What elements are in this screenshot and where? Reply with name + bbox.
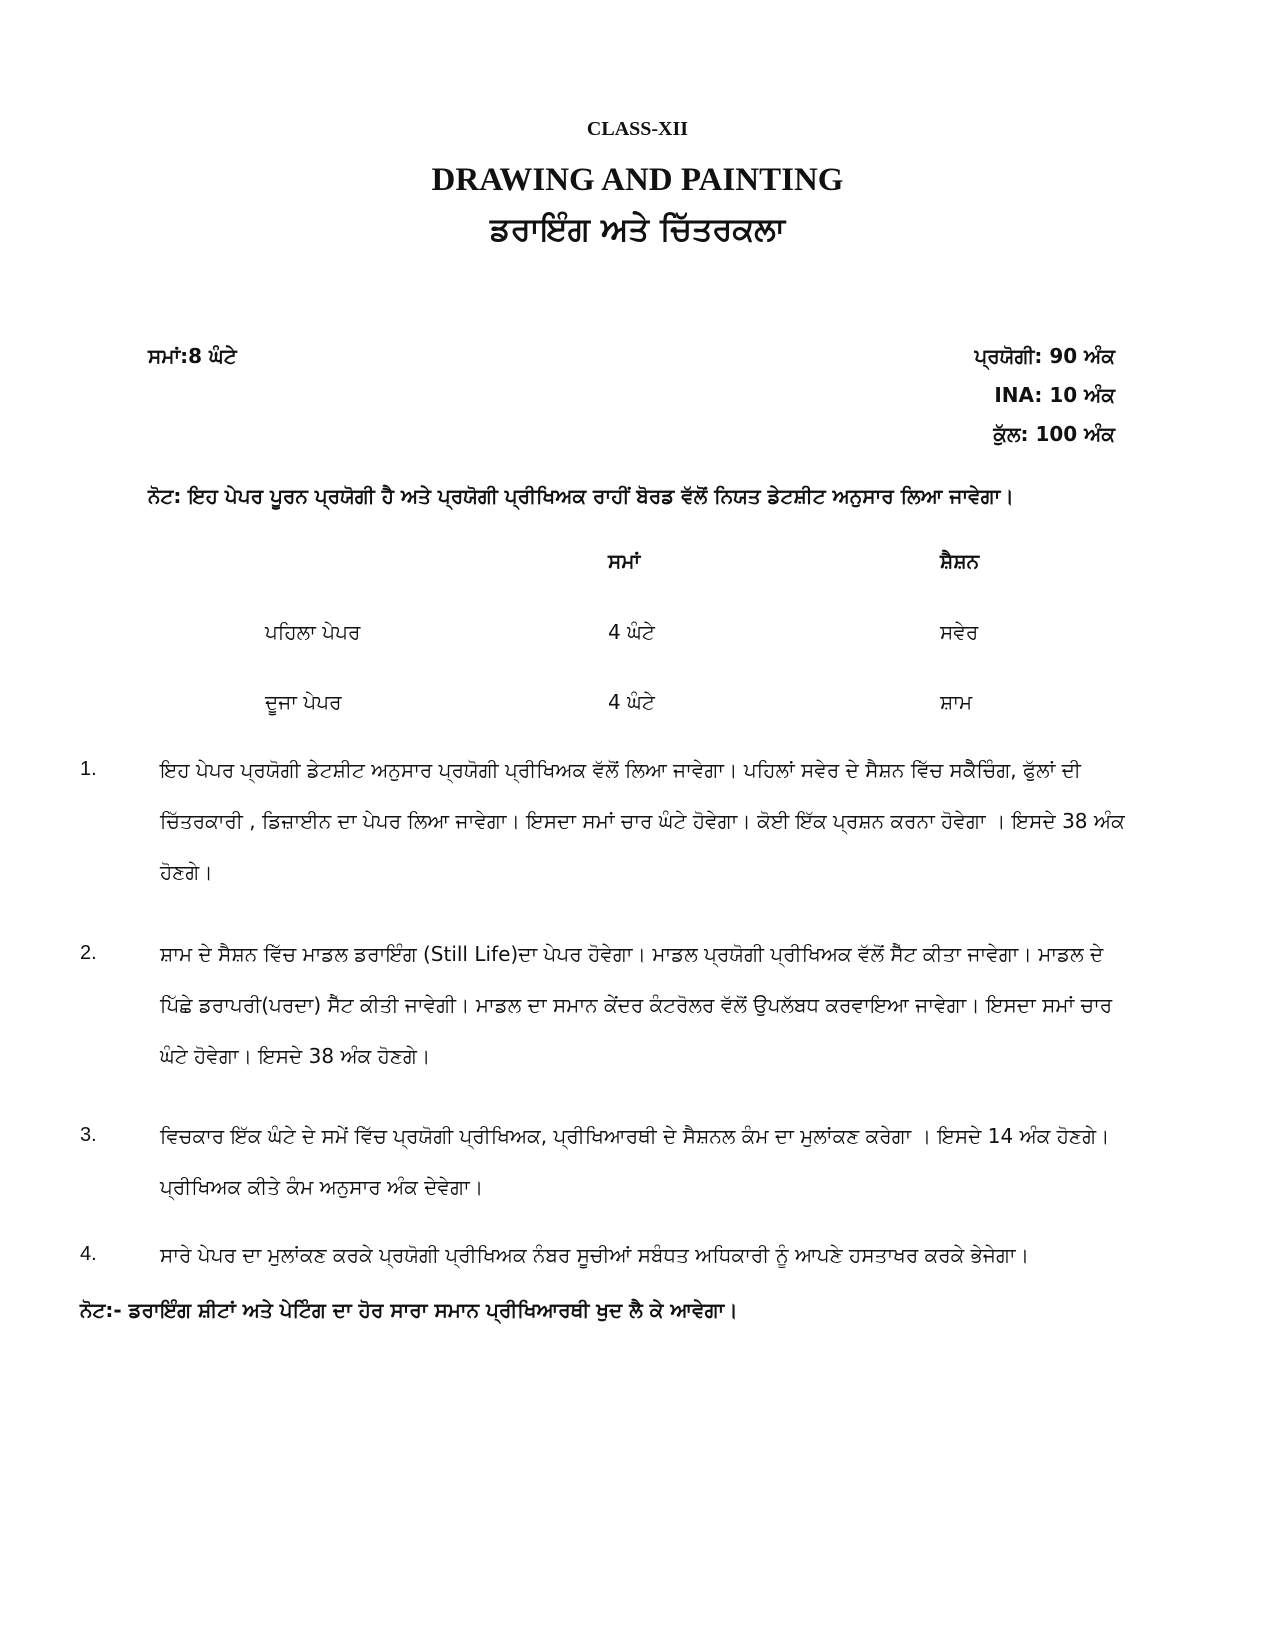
title-punjabi: ਡਰਾਇੰਗ ਅਤੇ ਚਿੱਤਰਕਲਾ [490,210,785,248]
point-number: 1. [80,758,97,780]
class-label: CLASS-XII [586,118,689,140]
point-text: ਵਿਚਕਾਰ ਇੱਕ ਘੰਟੇ ਦੇ ਸਮੇਂ ਵਿੱਚ ਪ੍ਰਯੋਗੀ ਪ੍ਰੀਖਿਅਕ, ਪ੍ਰੀਖਿਆਰਥੀ ਦੇ ਸੈਸ਼ਨਲ ਕੰਮ ਦਾ ਮੁਲਾਂਕਣ ਕਰੇਗਾ । ਇਸਦੇ 14 ਅੰਕ ਹੋਣਗੇ। ਪ੍ਰੀਖਿਅਕ ਕੀਤੇ ਕੰਮ ਅਨੁਸਾਰ ਅੰਕ ਦੇਵੇਗਾ। [160,1124,1110,1199]
ina-marks: INA: 10 ਅੰਕ [994,383,1115,407]
schedule-row-paper: ਦੂਜਾ ਪੇਪਰ [265,690,342,714]
schedule-row-paper: ਪਹਿਲਾ ਪੇਪਰ [265,620,361,644]
title-english: DRAWING AND PAINTING [431,162,844,198]
point-text: ਸ਼ਾਮ ਦੇ ਸੈਸ਼ਨ ਵਿੱਚ ਮਾਡਲ ਡਰਾਇੰਗ (Still Life)ਦਾ ਪੇਪਰ ਹੋਵੇਗਾ। ਮਾਡਲ ਪ੍ਰਯੋਗੀ ਪ੍ਰੀਖਿਅਕ ਵੱਲੋਂ ਸੈੱਟ ਕੀਤਾ ਜਾਵੇਗਾ। ਮਾਡਲ ਦੇ ਪਿੱਛੇ ਡਰਾਪਰੀ(ਪਰਦਾ) ਸੈੱਟ ਕੀਤੀ ਜਾਵੇਗੀ। ਮਾਡਲ ਦਾ ਸਮਾਨ ਕੇਂਦਰ ਕੰਟਰੋਲਰ ਵੱਲੋਂ ਉਪਲੱਬਧ ਕਰਵਾਇਆ ਜਾਵੇਗਾ। ਇਸਦਾ ਸਮਾਂ ਚਾਰ ਘੰਟੇ ਹੋਵੇਗਾ। ਇਸਦੇ 38 ਅੰਕ ਹੋਣਗੇ। [160,942,1113,1068]
schedule-header-time: ਸਮਾਂ [608,549,641,573]
note-top: ਨੋਟ: ਇਹ ਪੇਪਰ ਪੂਰਨ ਪ੍ਰਯੋਗੀ ਹੈ ਅਤੇ ਪ੍ਰਯੋਗੀ ਪ੍ਰੀਖਿਅਕ ਰਾਹੀਂ ਬੋਰਡ ਵੱਲੋਂ ਨਿਯਤ ਡੇਟਸ਼ੀਟ ਅਨੁਸਾਰ ਲਿਆ ਜਾਵੇਗਾ। [148,484,1014,508]
schedule-row-time: 4 ਘੰਟੇ [608,690,655,714]
schedule-header-session: ਸ਼ੈਸ਼ਨ [940,549,980,573]
point-number: 2. [80,942,97,964]
point-text: ਇਹ ਪੇਪਰ ਪ੍ਰਯੋਗੀ ਡੇਟਸ਼ੀਟ ਅਨੁਸਾਰ ਪ੍ਰਯੋਗੀ ਪ੍ਰੀਖਿਅਕ ਵੱਲੋਂ ਲਿਆ ਜਾਵੇਗਾ। ਪਹਿਲਾਂ ਸਵੇਰ ਦੇ ਸੈਸ਼ਨ ਵਿੱਚ ਸਕੈੱਚਿੰਗ, ਫੁੱਲਾਂ ਦੀ ਚਿੱਤਰਕਾਰੀ , ਡਿਜ਼ਾਈਨ ਦਾ ਪੇਪਰ ਲਿਆ ਜਾਵੇਗਾ। ਇਸਦਾ ਸਮਾਂ ਚਾਰ ਘੰਟੇ ਹੋਵੇਗਾ। ਕੋਈ ਇੱਕ ਪ੍ਰਸ਼ਨ ਕਰਨਾ ਹੋਵੇਗਾ । ਇਸਦੇ 38 ਅੰਕ ਹੋਣਗੇ। [160,758,1125,884]
schedule-row-session: ਸਵੇਰ [940,620,979,644]
total-marks: ਕੁੱਲ: 100 ਅੰਕ [993,422,1115,446]
point-number: 3. [80,1124,97,1146]
schedule-row-session: ਸ਼ਾਮ [940,690,973,714]
practical-marks: ਪ੍ਰਯੋਗੀ: 90 ਅੰਕ [974,344,1115,368]
point-text: ਸਾਰੇ ਪੇਪਰ ਦਾ ਮੁਲਾਂਕਣ ਕਰਕੇ ਪ੍ਰਯੋਗੀ ਪ੍ਰੀਖਿਅਕ ਨੰਬਰ ਸੂਚੀਆਂ ਸਬੰਧਤ ਅਧਿਕਾਰੀ ਨੂੰ ਆਪਣੇ ਹਸਤਾਖਰ ਕਰਕੇ ਭੇਜੇਗਾ। [160,1243,1030,1267]
note-bottom: ਨੋਟ:- ਡਰਾਇੰਗ ਸ਼ੀਟਾਂ ਅਤੇ ਪੇਟਿੰਗ ਦਾ ਹੋਰ ਸਾਰਾ ਸਮਾਨ ਪ੍ਰੀਖਿਆਰਥੀ ਖੁਦ ਲੈ ਕੇ ਆਵੇਗਾ। [80,1298,738,1322]
schedule-row-time: 4 ਘੰਟੇ [608,620,655,644]
point-number: 4. [80,1243,97,1265]
time-allowed: ਸਮਾਂ:8 ਘੰਟੇ [148,344,237,368]
